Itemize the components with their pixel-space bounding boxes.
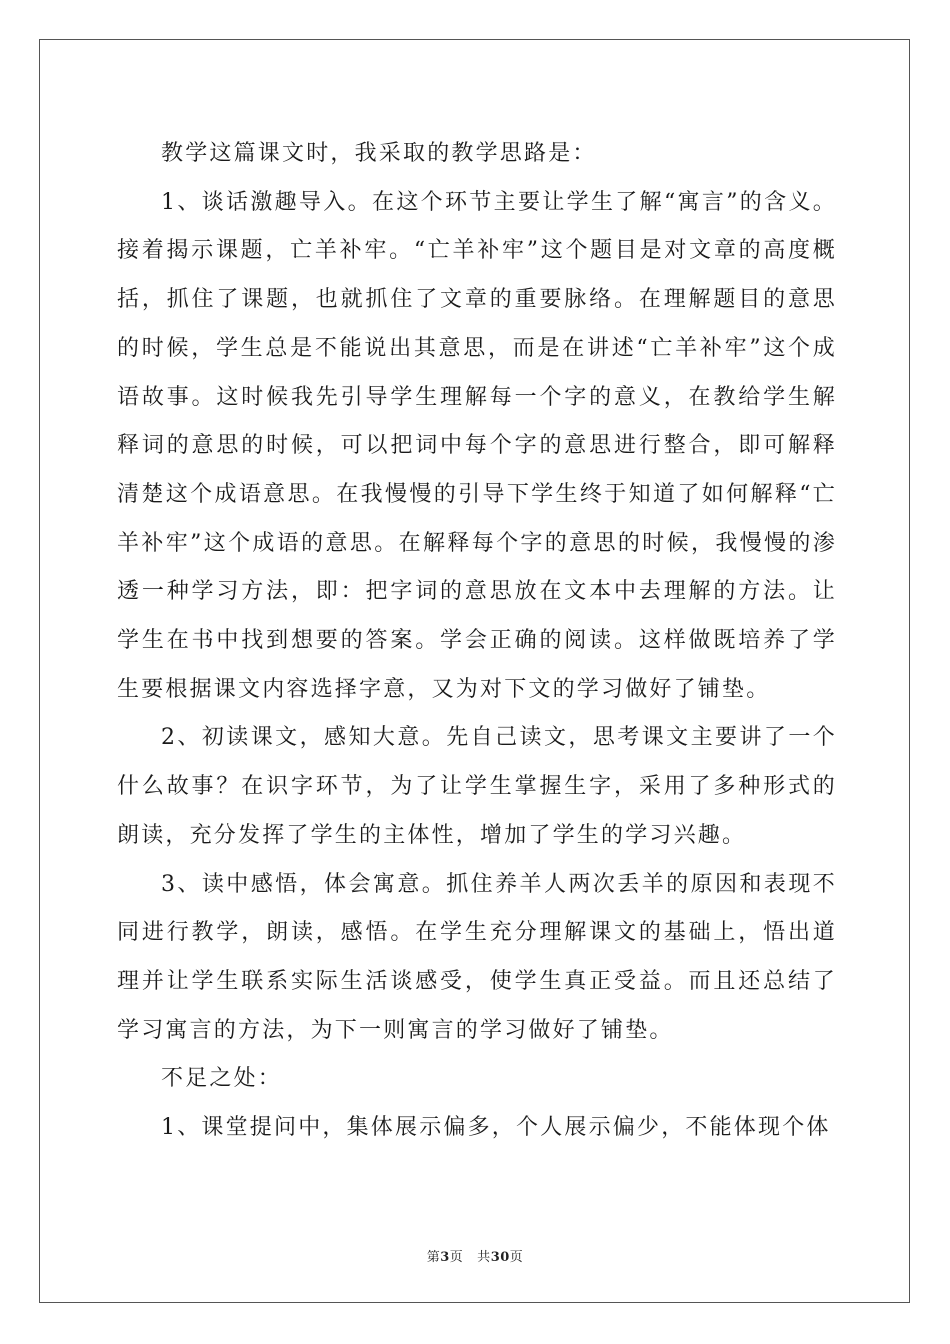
paragraph-step-2: 2、初读课文，感知大意。先自己读文，思考课文主要讲了一个什么故事？在识字环节，为了让学生掌握生字，采用了多种形式的朗读，充分发挥了学生的主体性，增加了学生的学习兴趣。 [117, 725, 837, 848]
paragraph-step-1: 1、谈话激趣导入。在这个环节主要让学生了解“寓言”的含义。接着揭示课题，亡羊补牢。“亡羊补牢”这个题目是对文章的高度概括，抓住了课题，也就抓住了文章的重要脉络。在理解题目的意思的时候，学生总是不能说出其意思，而是在讲述“亡羊补牢”这个成语故事。这时候我先引导学生理解每一个字的意义，在教给学生解释词的意思的时候，可以把词中每个字的意思进行整合，即可解释清楚这个成语意思。在我慢慢的引导下学生终于知道了如何解释“亡羊补牢”这个成语的意思。在解释每个字的意思的时候，我慢慢的渗透一种学习方法，即：把字词的意思放在文本中去理解的方法。让学生在书中找到想要的答案。学会正确的阅读。这样做既培养了学生要根据课文内容选择字意，又为对下文的学习做好了铺垫。 [117, 189, 837, 702]
page-number: 3 [440, 1250, 450, 1265]
document-body [117, 130, 837, 1153]
paragraph-shortcomings-heading: 不足之处： [161, 1066, 283, 1092]
paragraph-step-3: 3、读中感悟，体会寓意。抓住养羊人两次丢羊的原因和表现不同进行教学，朗读，感悟。在学生充分理解课文的基础上，悟出道理并让学生联系实际生活谈感受，使学生真正受益。而且还总结了学习寓言的方法，为下一则寓言的学习做好了铺垫。 [117, 871, 837, 1043]
paragraph-intro: 教学这篇课文时，我采取的教学思路是： [161, 141, 597, 166]
page-footer [0, 1246, 950, 1265]
page-prefix: 第 [426, 1250, 441, 1265]
total-pages: 30 [490, 1250, 510, 1265]
page-suffix: 页 [449, 1250, 464, 1265]
total-prefix: 共 [477, 1250, 491, 1265]
total-suffix: 页 [509, 1250, 524, 1265]
paragraph-shortcoming-1: 1、课堂提问中，集体展示偏多，个人展示偏少，不能体现个体 [161, 1115, 831, 1141]
